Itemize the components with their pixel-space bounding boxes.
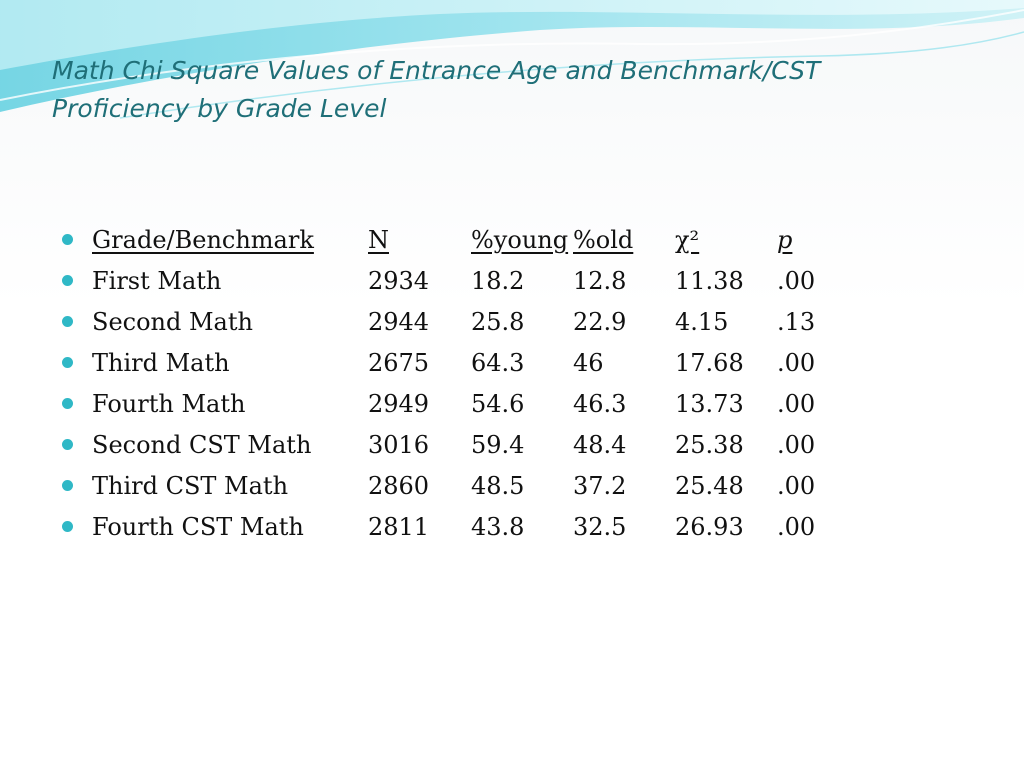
bullet-icon [62,439,73,450]
row-old: 22.9 [573,308,627,336]
header-young: %young [471,226,569,254]
header-n: N [368,226,389,254]
row-grade: Fourth Math [92,390,246,418]
bullet-icon [62,480,73,491]
row-old: 46.3 [573,390,627,418]
header-p: p [777,226,793,254]
bullet-icon [62,521,73,532]
row-chi-square: 25.38 [675,431,744,459]
row-p: .00 [777,472,816,500]
row-chi-square: 13.73 [675,390,744,418]
slide-title [52,52,952,128]
row-young: 25.8 [471,308,525,336]
bullet-icon [62,234,73,245]
row-chi-square: 25.48 [675,472,744,500]
slide-title-line-2: Proficiency by Grade Level [52,94,387,123]
row-young: 18.2 [471,267,525,295]
bullet-icon [62,357,73,368]
row-grade: Second CST Math [92,431,312,459]
bullet-icon [62,275,73,286]
header-grade-benchmark: Grade/Benchmark [92,226,314,254]
row-n: 2811 [368,513,430,541]
row-p: .00 [777,513,816,541]
row-old: 37.2 [573,472,627,500]
row-p: .00 [777,349,816,377]
row-p: .00 [777,390,816,418]
row-chi-square: 17.68 [675,349,744,377]
row-p: .00 [777,431,816,459]
row-old: 12.8 [573,267,627,295]
row-young: 48.5 [471,472,525,500]
bullet-icon [62,398,73,409]
row-old: 46 [573,349,604,377]
row-grade: Third CST Math [92,472,289,500]
row-p: .00 [777,267,816,295]
row-chi-square: 26.93 [675,513,744,541]
row-n: 2675 [368,349,430,377]
row-n: 2934 [368,267,430,295]
header-chi-square: χ² [675,226,700,254]
row-n: 2944 [368,308,430,336]
row-old: 32.5 [573,513,627,541]
row-young: 59.4 [471,431,525,459]
bullet-icon [62,316,73,327]
row-chi-square: 4.15 [675,308,729,336]
row-young: 43.8 [471,513,525,541]
row-p: .13 [777,308,816,336]
row-n: 3016 [368,431,430,459]
row-grade: Third Math [92,349,230,377]
row-n: 2949 [368,390,430,418]
row-n: 2860 [368,472,430,500]
row-grade: Fourth CST Math [92,513,304,541]
row-grade: Second Math [92,308,253,336]
slide-title-line-1: Math Chi Square Values of Entrance Age and Benchmark/CST [52,56,821,85]
row-grade: First Math [92,267,222,295]
header-old: %old [573,226,634,254]
row-young: 54.6 [471,390,525,418]
row-chi-square: 11.38 [675,267,744,295]
row-young: 64.3 [471,349,525,377]
row-old: 48.4 [573,431,627,459]
